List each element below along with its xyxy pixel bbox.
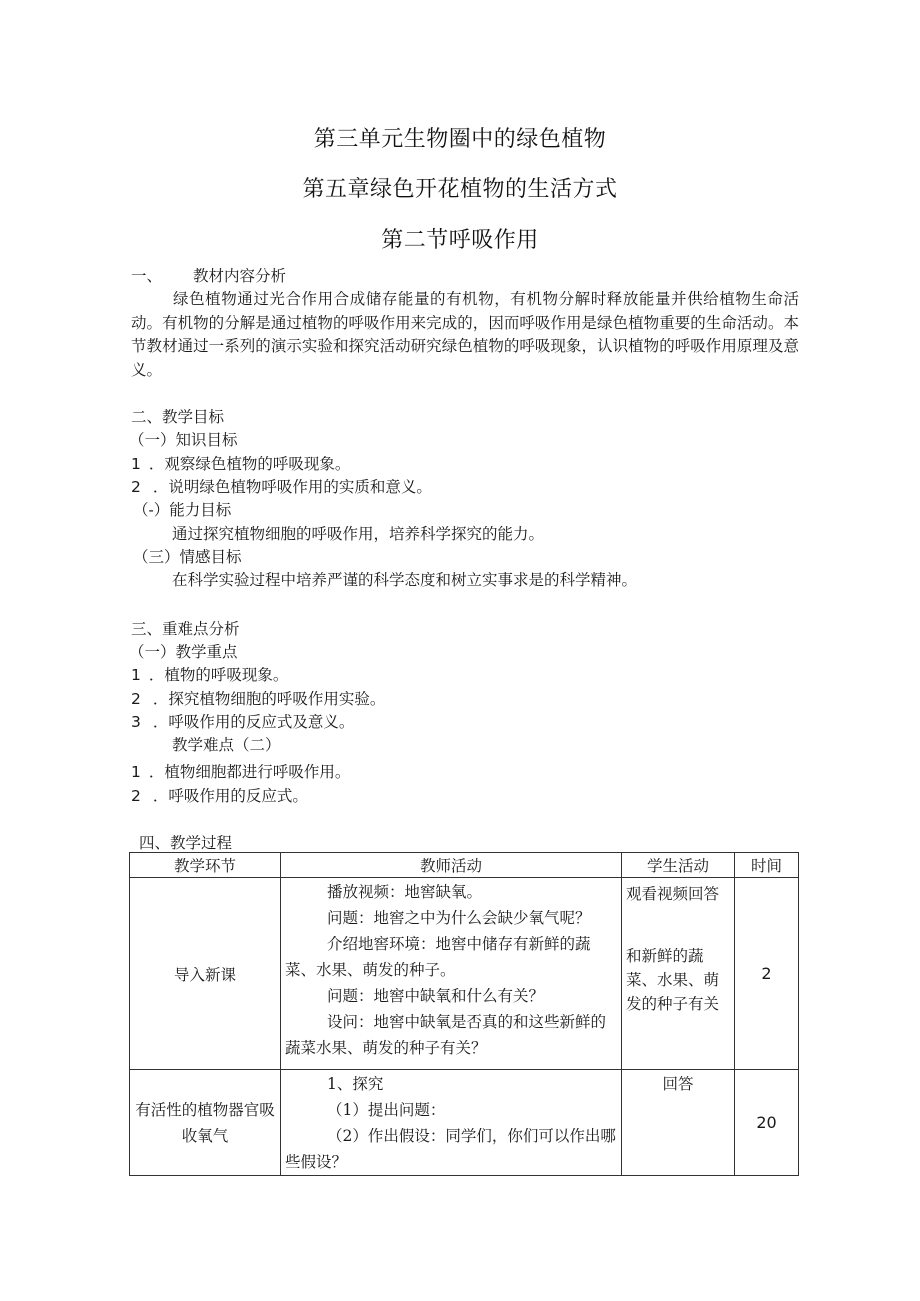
item-text: ．观察绿色植物的呼吸现象。 [148, 455, 351, 473]
item-text: ．呼吸作用的反应式及意义。 [152, 713, 355, 731]
item-number: 3 [131, 713, 141, 731]
item-number: 2 [131, 690, 141, 708]
teacher-activity-cell [281, 878, 622, 1070]
chapter-title: 第五章绿色开花植物的生活方式 [302, 177, 618, 202]
table-row [130, 878, 799, 1070]
item-number: 1 [131, 455, 141, 473]
teaching-process-table [129, 852, 799, 1176]
item-number: 2 [131, 478, 141, 496]
ability-text: 通过探究植物细胞的呼吸作用，培养科学探究的能力。 [172, 525, 545, 543]
item-text: ．说明绿色植物呼吸作用的实质和意义。 [152, 478, 432, 496]
key-points-heading: （一）教学重点 [129, 643, 238, 661]
ability-heading: （-）能力目标 [133, 501, 232, 519]
item-number: 1 [131, 763, 141, 781]
section-1-body: 绿色植物通过光合作用合成储存能量的有机物，有机物分解时释放能量并供给植物生命活动。有机物的分解是通过植物的呼吸作用来完成的，因而呼吸作用是绿色植物重要的生命活动。本节教材通过一系列的演示实验和探究活动研究绿色植物的呼吸现象，认识植物的呼吸作用原理及意义。 [131, 290, 799, 379]
unit-title: 第三单元生物圈中的绿色植物 [313, 127, 607, 152]
difficult-point-1 [131, 761, 350, 783]
student-activity-cell: 回答 [622, 1070, 735, 1176]
teacher-line: 1、探究 [327, 1075, 384, 1093]
section-2-heading: 二、教学目标 [131, 408, 225, 426]
header-time: 时间 [735, 853, 799, 878]
item-text: ．植物的呼吸现象。 [148, 666, 289, 684]
header-student-activity: 学生活动 [622, 853, 735, 878]
time-cell: 2 [735, 878, 799, 1070]
knowledge-item-2 [131, 476, 432, 498]
teacher-line: 问题：地窖中缺氧和什么有关？ [327, 987, 545, 1005]
stage-cell: 导入新课 [130, 878, 281, 1070]
section-title: 第二节呼吸作用 [381, 228, 539, 253]
time-cell: 20 [735, 1070, 799, 1176]
header-stage: 教学环节 [130, 853, 281, 878]
section-3-heading: 三、重难点分析 [131, 620, 240, 638]
key-point-2 [131, 688, 385, 710]
item-number: 1 [131, 666, 141, 684]
difficult-points-heading: 教学难点（二） [172, 736, 281, 754]
section-1-heading: 教材内容分析 [193, 267, 287, 285]
item-text: ．植物细胞都进行呼吸作用。 [148, 763, 351, 781]
student-activity-cell [622, 878, 735, 1070]
knowledge-heading: （一）知识目标 [129, 431, 238, 449]
section-1-number: 一、 [131, 267, 163, 285]
teacher-line: 问题：地窖之中为什么会缺少氧气呢？ [327, 909, 591, 927]
teacher-line: （1）提出问题： [327, 1101, 446, 1119]
emotion-heading: （三）情感目标 [133, 548, 242, 566]
teacher-line: 设问：地窖中缺氧是否真的和这些新鲜的蔬菜水果、萌发的种子有关？ [285, 1013, 607, 1057]
student-activity-bottom: 和新鲜的蔬菜、水果、萌发的种子有关 [626, 947, 720, 1013]
table-row [130, 1070, 799, 1176]
key-point-3 [131, 711, 354, 733]
key-point-1 [131, 664, 288, 686]
difficult-point-2 [131, 785, 308, 807]
item-text: ．探究植物细胞的呼吸作用实验。 [152, 690, 386, 708]
teacher-line: 介绍地窖环境：地窖中储存有新鲜的蔬菜、水果、萌发的种子。 [285, 935, 591, 979]
stage-cell: 有活性的植物器官吸收氧气 [130, 1070, 281, 1176]
knowledge-item-1 [131, 453, 350, 475]
item-text: ．呼吸作用的反应式。 [152, 787, 308, 805]
emotion-text: 在科学实验过程中培养严谨的科学态度和树立实事求是的科学精神。 [172, 571, 638, 589]
student-activity-top: 观看视频回答 [626, 885, 720, 903]
teacher-line: 播放视频：地窖缺氧。 [327, 883, 483, 901]
table-header-row [130, 853, 799, 878]
header-teacher-activity: 教师活动 [281, 853, 622, 878]
section-4-heading: 四、教学过程 [139, 834, 233, 852]
teacher-line: （2）作出假设：同学们，你们可以作出哪些假设？ [285, 1127, 616, 1171]
teacher-activity-cell [281, 1070, 622, 1176]
item-number: 2 [131, 787, 141, 805]
